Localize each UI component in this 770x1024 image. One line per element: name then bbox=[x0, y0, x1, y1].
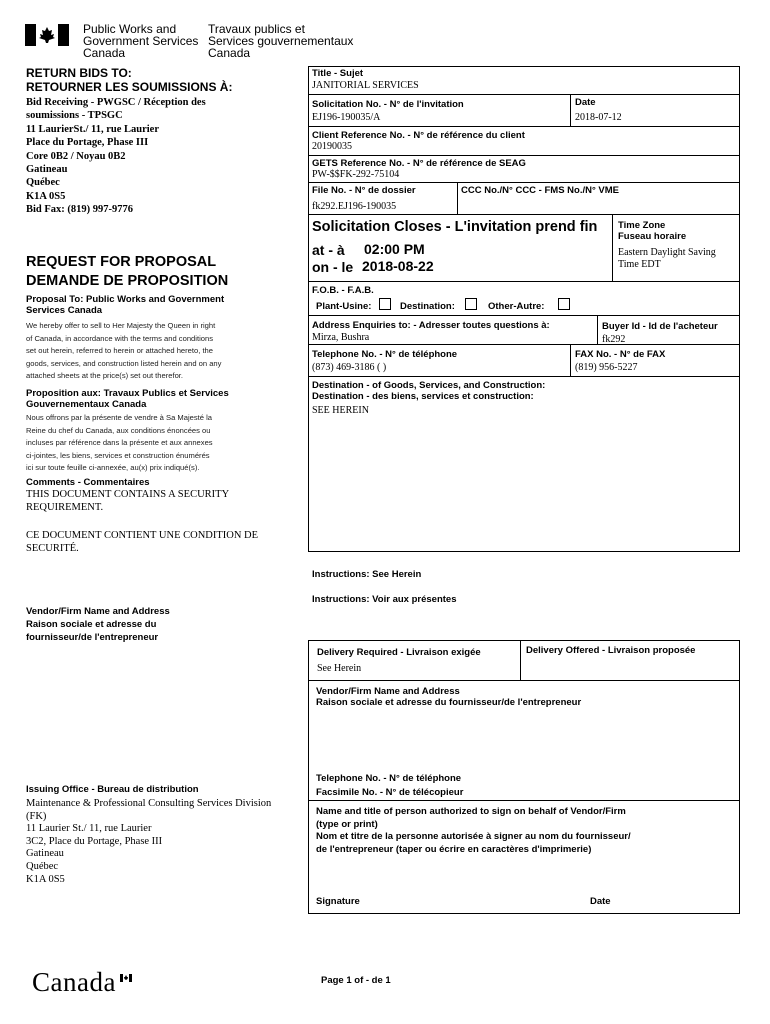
other-autre-label: Other-Autre: bbox=[488, 301, 545, 312]
authorized-line: Name and title of person authorized to sign on behalf of Vendor/Firm bbox=[316, 806, 626, 817]
title-value: JANITORIAL SERVICES bbox=[312, 80, 419, 91]
offer-line: Reine du chef du Canada, aux conditions énoncées ou bbox=[26, 425, 211, 435]
canada-flag-icon bbox=[25, 24, 69, 46]
dept-fr-line: Services gouvernementaux bbox=[208, 34, 354, 48]
proposition-line: Proposition aux: Travaux Publics et Services bbox=[26, 388, 229, 399]
tz-value-line: Eastern Daylight Saving bbox=[618, 247, 716, 258]
destination-label: Destination: bbox=[400, 301, 455, 312]
date-label: Date bbox=[575, 97, 596, 108]
telephone-label: Telephone No. - N° de téléphone bbox=[312, 349, 458, 360]
comments-line: REQUIREMENT. bbox=[26, 501, 104, 513]
vendor-firm-label bbox=[316, 686, 581, 708]
comments-label: Comments - Commentaires bbox=[26, 477, 150, 488]
rfp-title-en: REQUEST FOR PROPOSAL bbox=[26, 254, 217, 270]
offer-line: goods, services, and construction listed herein and on any bbox=[26, 358, 222, 368]
address-line: Québec bbox=[26, 177, 60, 189]
offer-line: We hereby offer to sell to Her Majesty the Queen in right bbox=[26, 321, 216, 330]
address-line: 11 LaurierSt./ 11, rue Laurier bbox=[26, 123, 159, 135]
instructions-fr: Instructions: Voir aux présentes bbox=[312, 594, 457, 605]
dept-en-line: Government Services bbox=[83, 34, 199, 48]
address-enquiries-label: Address Enquiries to: - Adresser toutes questions à: bbox=[312, 320, 550, 331]
return-bids-title bbox=[26, 66, 232, 94]
closing-at-label: at - à bbox=[312, 242, 345, 258]
dept-fr-line: Canada bbox=[208, 46, 251, 60]
proposition-aux bbox=[26, 388, 229, 410]
proposal-to bbox=[26, 294, 224, 316]
other-autre-checkbox[interactable] bbox=[558, 298, 570, 310]
offer-line: of Canada, in accordance with the terms and conditions bbox=[26, 333, 213, 343]
title-label: Title - Sujet bbox=[312, 68, 364, 79]
issuing-line: Québec bbox=[26, 860, 59, 872]
destination-goods-label bbox=[312, 380, 545, 402]
return-bids-title-en: RETURN BIDS TO: bbox=[26, 66, 132, 80]
issuing-line: 3C2, Place du Portage, Phase III bbox=[26, 835, 163, 847]
issuing-office-address bbox=[26, 798, 271, 886]
vendor-telephone-label: Telephone No. - N° de téléphone bbox=[316, 773, 462, 784]
offer-line: ici sur toute feuille ci-annexée, au(x) prix indiqué(s). bbox=[26, 463, 200, 472]
signature-label: Signature bbox=[316, 896, 360, 907]
offer-line: set out herein, referred to herein or attached hereto, the bbox=[26, 346, 214, 355]
issuing-line: 11 Laurier St./ 11, rue Laurier bbox=[26, 823, 152, 835]
offer-line: attached sheets at the price(s) set out therefor. bbox=[26, 371, 184, 380]
tz-label-line: Fuseau horaire bbox=[618, 231, 687, 242]
rfp-title bbox=[26, 253, 228, 291]
fax-value: (819) 956-5227 bbox=[575, 362, 638, 373]
offer-line: incluses par référence dans la présente et aux annexes bbox=[26, 438, 213, 447]
vendor-facsimile-label: Facsimile No. - N° de télécopieur bbox=[316, 787, 464, 798]
address-line: Place du Portage, Phase III bbox=[26, 137, 149, 149]
issuing-line: K1A 0S5 bbox=[26, 873, 65, 885]
address-enquiries-value: Mirza, Bushra bbox=[312, 332, 370, 343]
buyer-id-label: Buyer Id - Id de l'acheteur bbox=[602, 321, 718, 332]
department-name-fr bbox=[208, 23, 353, 59]
proposal-to-line: Services Canada bbox=[26, 305, 103, 316]
offer-text-en bbox=[26, 320, 221, 383]
comments-line: THIS DOCUMENT CONTAINS A SECURITY bbox=[26, 489, 230, 500]
canada-wordmark: Canada bbox=[32, 967, 116, 997]
solicitation-no-value: EJ196-190035/A bbox=[312, 112, 381, 123]
authorized-person-label bbox=[316, 806, 631, 856]
dept-fr-line: Travaux publics et bbox=[208, 22, 305, 36]
solicitation-no-label: Solicitation No. - N° de l'invitation bbox=[312, 99, 464, 110]
return-bids-address bbox=[26, 96, 206, 217]
proposal-to-line: Proposal To: Public Works and Government bbox=[26, 294, 225, 305]
dept-en-line: Canada bbox=[83, 46, 126, 60]
destination-goods-value: SEE HEREIN bbox=[312, 405, 369, 416]
vendor-firm-line: Raison sociale et adresse du fournisseur/de l'entrepreneur bbox=[316, 697, 582, 708]
address-line: K1A 0S5 bbox=[26, 190, 66, 202]
authorized-line: (type or print) bbox=[316, 818, 378, 830]
closing-time-value: 02:00 PM bbox=[364, 241, 425, 257]
tz-label-line: Time Zone bbox=[618, 220, 666, 231]
file-no-label: File No. - N° de dossier bbox=[312, 185, 416, 196]
offer-text-fr bbox=[26, 412, 213, 475]
vendor-left-line: fournisseur/de l'entrepreneur bbox=[26, 632, 159, 643]
solicitation-closes-label: Solicitation Closes - L'invitation prend fin bbox=[312, 219, 598, 235]
issuing-line: Maintenance & Professional Consulting Services Division bbox=[26, 798, 272, 809]
issuing-line: Gatineau bbox=[26, 848, 64, 860]
comments-line: SECURITÉ. bbox=[26, 542, 79, 554]
department-name-en bbox=[83, 23, 198, 59]
destination-goods-line: Destination - of Goods, Services, and Construction: bbox=[312, 380, 546, 391]
fob-label: F.O.B. - F.A.B. bbox=[312, 285, 374, 296]
address-line: Core 0B2 / Noyau 0B2 bbox=[26, 150, 126, 162]
delivery-offered-label: Delivery Offered - Livraison proposée bbox=[526, 645, 696, 656]
authorized-line: de l'entrepreneur (taper ou écrire en caractères d'imprimerie) bbox=[316, 843, 592, 855]
fax-label: FAX No. - N° de FAX bbox=[575, 349, 666, 360]
instructions-en: Instructions: See Herein bbox=[312, 569, 422, 580]
proposition-line: Gouvernementaux Canada bbox=[26, 399, 147, 410]
authorized-line: Nom et titre de la personne autorisée à signer au nom du fournisseur/ bbox=[316, 831, 631, 842]
vendor-left-line: Vendor/Firm Name and Address bbox=[26, 606, 170, 617]
vendor-left-line: Raison sociale et adresse du bbox=[26, 619, 157, 630]
date-value: 2018-07-12 bbox=[575, 112, 622, 123]
closing-date-value: 2018-08-22 bbox=[362, 258, 434, 274]
comments-line: CE DOCUMENT CONTIENT UNE CONDITION DE bbox=[26, 530, 259, 541]
offer-line: Nous offrons par la présente de vendre à Sa Majesté la bbox=[26, 413, 213, 422]
time-zone-label bbox=[618, 220, 686, 242]
time-zone-value bbox=[618, 247, 716, 271]
plant-usine-checkbox[interactable] bbox=[379, 298, 391, 310]
gets-ref-label: GETS Reference No. - N° de référence de SEAG bbox=[312, 158, 526, 169]
address-line: Gatineau bbox=[26, 164, 68, 176]
issuing-office-label: Issuing Office - Bureau de distribution bbox=[26, 784, 199, 795]
address-line: Bid Receiving - PWGSC / Réception des bbox=[26, 97, 206, 108]
vendor-firm-left bbox=[26, 605, 170, 644]
vendor-firm-line: Vendor/Firm Name and Address bbox=[316, 686, 460, 697]
dept-en-line: Public Works and bbox=[83, 22, 177, 36]
page-number: Page 1 of - de 1 bbox=[321, 975, 391, 986]
tz-value-line: Time EDT bbox=[618, 259, 661, 270]
plant-usine-label: Plant-Usine: bbox=[316, 301, 372, 312]
rfp-title-fr: DEMANDE DE PROPOSITION bbox=[26, 273, 229, 289]
comments-fr bbox=[26, 530, 258, 555]
destination-checkbox[interactable] bbox=[465, 298, 477, 310]
delivery-required-label: Delivery Required - Livraison exigée bbox=[317, 647, 481, 658]
destination-goods-line: Destination - des biens, services et construction: bbox=[312, 391, 534, 402]
offer-line: ci-jointes, les biens, services et construction énumérés bbox=[26, 450, 210, 460]
client-ref-value: 20190035 bbox=[312, 141, 352, 152]
address-line: soumissions - TPSGC bbox=[26, 110, 123, 122]
canada-wordmark-flag-icon bbox=[120, 969, 132, 977]
return-bids-title-fr: RETOURNER LES SOUMISSIONS À: bbox=[26, 80, 233, 94]
client-ref-label: Client Reference No. - N° de référence du client bbox=[312, 130, 525, 141]
file-no-value: fk292.EJ196-190035 bbox=[312, 201, 397, 212]
closing-on-label: on - le bbox=[312, 259, 354, 275]
delivery-required-value: See Herein bbox=[317, 663, 362, 674]
telephone-value: (873) 469-3186 ( ) bbox=[312, 362, 387, 373]
issuing-line: (FK) bbox=[26, 810, 47, 822]
buyer-id-value: fk292 bbox=[602, 334, 626, 345]
comments-en bbox=[26, 489, 229, 514]
bid-fax-line: Bid Fax: (819) 997-9776 bbox=[26, 204, 134, 216]
ccc-no-label: CCC No./N° CCC - FMS No./N° VME bbox=[461, 185, 620, 196]
signature-date-label: Date bbox=[590, 896, 611, 907]
gets-ref-value: PW-$$FK-292-75104 bbox=[312, 169, 400, 180]
